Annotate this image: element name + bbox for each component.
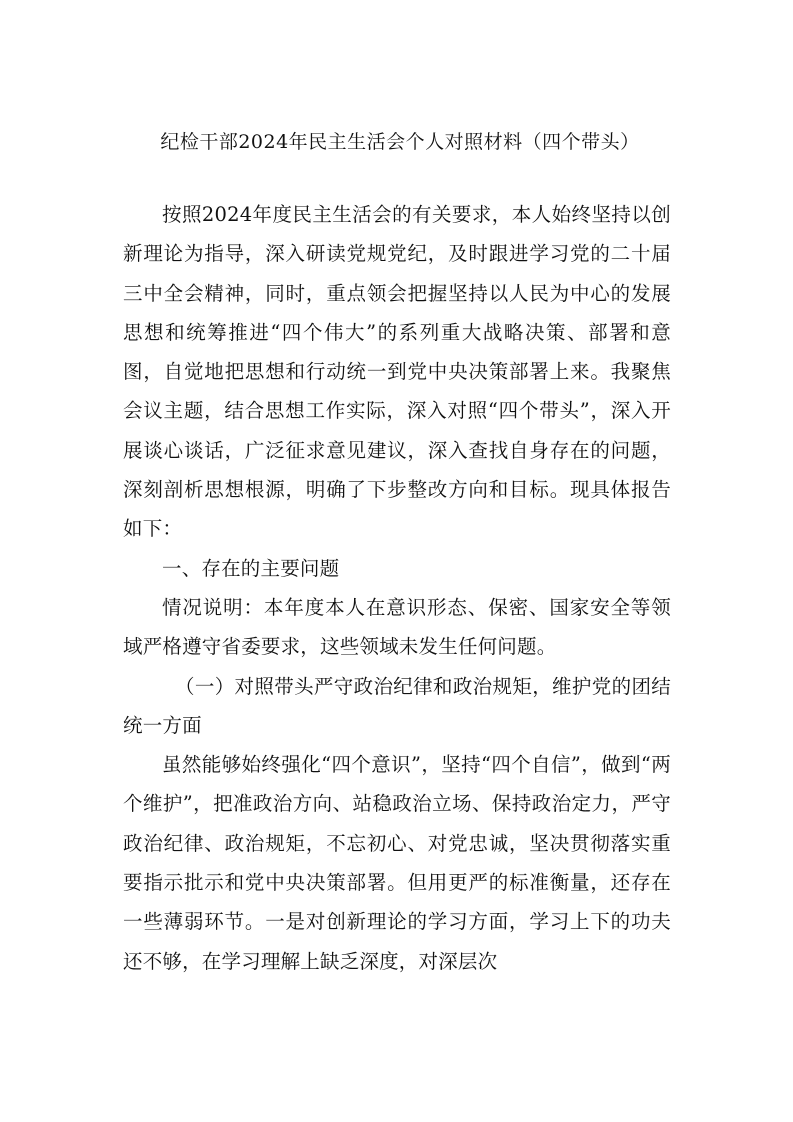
document-body (123, 195, 671, 981)
intro-paragraph: 按照2024年度民主生活会的有关要求，本人始终坚持以创新理论为指导，深入研读党规党纪，及时跟进学习党的二十届三中全会精神，同时，重点领会把握坚持以人民为中心的发展思想和统筹推进“四个伟大”的系列重大战略决策、部署和意图，自觉地把思想和行动统一到党中央决策部署上来。我聚焦会议主题，结合思想工作实际，深入对照“四个带头”，深入开展谈心谈话，广泛征求意见建议，深入查找自身存在的问题，深刻剖析思想根源，明确了下步整改方向和目标。现具体报告如下： (123, 203, 671, 541)
document-title: 纪检干部2024年民主生活会个人对照材料（四个带头） (160, 131, 640, 153)
subsection-heading: （一）对照带头严守政治纪律和政治规矩，维护党的团结统一方面 (123, 674, 671, 737)
situation-note-paragraph: 情况说明：本年度本人在意识形态、保密、国家安全等领域严格遵守省委要求，这些领域未发生任何问题。 (123, 595, 671, 659)
section-heading: 一、存在的主要问题 (162, 556, 340, 580)
body-paragraph: 虽然能够始终强化“四个意识”，坚持“四个自信”，做到“两个维护”，把准政治方向、站稳政治立场、保持政治定力，严守政治纪律、政治规矩，不忘初心、对党忠诚，坚决贯彻落实重要指示批示和党中央决策部署。但用更严的标准衡量，还存在一些薄弱环节。一是对创新理论的学习方面，学习上下的功夫还不够，在学习理解上缺乏深度，对深层次 (123, 753, 671, 973)
